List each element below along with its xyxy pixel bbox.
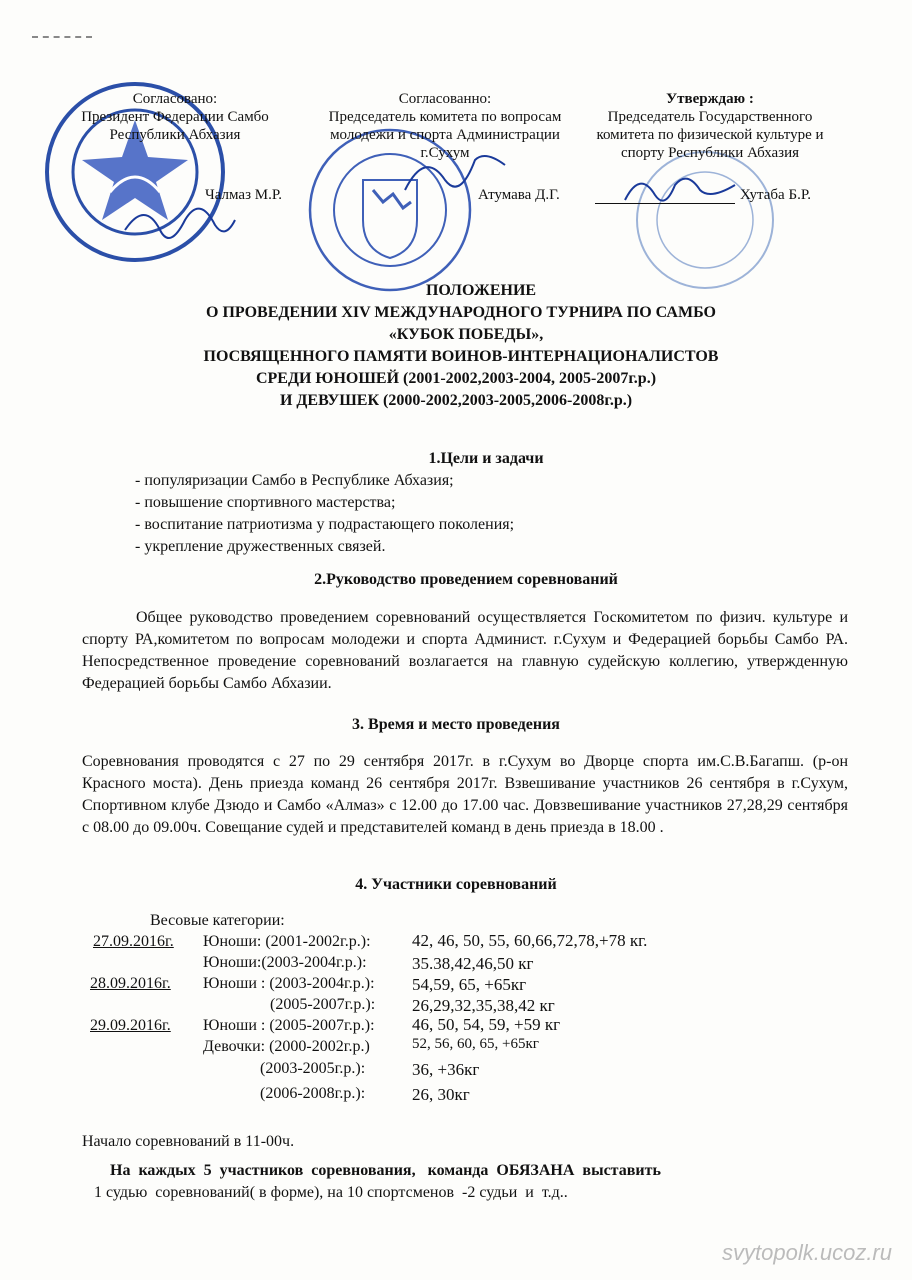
goals-list — [135, 470, 514, 558]
title-line: О ПРОВЕДЕНИИ XIV МЕЖДУНАРОДНОГО ТУРНИРА ПО САМБО — [206, 304, 716, 321]
title-line: И ДЕВУШЕК (2000-2002,2003-2005,2006-2008г.р.) — [279, 392, 633, 409]
title-line: ПОЛОЖЕНИЕ — [425, 282, 537, 299]
list-item: - повышение спортивного мастерства; — [135, 494, 396, 511]
title-line: СРЕДИ ЮНОШЕЙ (2001-2002,2003-2004, 2005-2007г.р.) — [255, 370, 657, 387]
approval-right — [585, 90, 835, 162]
signature-left — [120, 190, 240, 250]
approval-label: Утверждаю : — [666, 91, 754, 107]
signature-right — [620, 165, 740, 210]
weight-group: Юноши : (2003-2004г.р.): — [203, 975, 375, 992]
weight-group: (2003-2005г.р.): — [260, 1060, 366, 1077]
scan-mark — [32, 36, 92, 40]
title-line: ПОСВЯЩЕННОГО ПАМЯТИ ВОИНОВ-ИНТЕРНАЦИОНАЛИСТОВ — [203, 348, 719, 365]
weight-values: 54,59, 65, +65кг — [412, 975, 527, 994]
title-line: «КУБОК ПОБЕДЫ», — [388, 326, 544, 343]
weight-values: 35.38,42,46,50 кг — [412, 954, 534, 973]
approval-position: Президент Федерации Самбо Республики Абхазия — [81, 109, 269, 143]
section-heading: 2.Руководство проведением соревнований — [314, 571, 618, 588]
weight-values: 46, 50, 54, 59, +59 кг — [412, 1015, 561, 1034]
approval-left — [60, 90, 290, 144]
weight-values: 26, 30кг — [412, 1085, 470, 1104]
weight-date: 27.09.2016г. — [93, 933, 174, 950]
section-text — [82, 607, 848, 695]
weight-group: Девочки: (2000-2002г.р.) — [203, 1038, 370, 1055]
weight-values: 36, +36кг — [412, 1060, 480, 1079]
weights-label: Весовые категории: — [150, 912, 285, 929]
judges-requirement-line1: На каждых 5 участников соревнования, команда ОБЯЗАНА выставить — [110, 1162, 661, 1179]
paragraph: Соревнования проводятся с 27 по 29 сентября 2017г. в г.Сухум во Дворце спорта им.С.В.Багапш. (р-он Красного моста). День приезда команд 26 сентября 2017г. Взвешивание участников 26 сентября в г.Сухум, Спортивном клубе Дзюдо и Самбо «Алмаз» с 12.00 до 17.00 час. Довзвешивание участников 27,28,29 сентября с 08.00 до 09.00ч. Совещание судей и представителей команд в день приезда в 18.00 . — [82, 753, 848, 836]
signature-middle — [400, 140, 510, 200]
section-heading: 1.Цели и задачи — [428, 450, 544, 467]
approval-position: Председатель Государственного комитета по физической культуре и спорту Республики Абхазия — [596, 109, 824, 161]
doc-title — [0, 280, 912, 412]
judges-requirement-line2: 1 судью соревнований( в форме), на 10 спортсменов -2 судьи и т.д.. — [94, 1184, 568, 1201]
watermark: svytopolk.ucoz.ru — [722, 1240, 892, 1265]
approval-label: Согласовано: — [132, 91, 218, 107]
weight-values: 42, 46, 50, 55, 60,66,72,78,+78 кг. — [412, 931, 648, 950]
weight-group: (2006-2008г.р.): — [260, 1085, 366, 1102]
weight-group: Юноши : (2005-2007г.р.): — [203, 1017, 375, 1034]
section-heading: 3. Время и место проведения — [352, 716, 560, 733]
approval-name: Атумава Д.Г. — [478, 187, 560, 203]
section-text — [82, 751, 848, 839]
list-item: - популяризации Самбо в Республике Абхазия; — [135, 472, 454, 489]
section-heading: 4. Участники соревнований — [355, 876, 557, 893]
weight-group: Юноши:(2003-2004г.р.): — [203, 954, 367, 971]
paragraph: Общее руководство проведением соревнований осуществляется Госкомитетом по физич. культуре и спорту РА,комитетом по вопросам молодежи и спорта Админист. г.Сухум и Федерацией борьбы Самбо РА. Непосредственное проведение соревнований возлагается на главную судейскую коллегию, утвержденную Федерацией борьбы Самбо Абхазии. — [82, 609, 848, 692]
weight-group: Юноши: (2001-2002г.р.): — [203, 933, 371, 950]
weight-group: (2005-2007г.р.): — [270, 996, 376, 1013]
approval-name: Хутаба Б.Р. — [740, 187, 812, 203]
weight-values: 52, 56, 60, 65, +65кг — [412, 1036, 539, 1052]
weight-date: 28.09.2016г. — [90, 975, 171, 992]
approval-name: Чалмаз М.Р. — [205, 187, 283, 203]
approval-position: Председатель комитета по вопросам молодежи и спорта Администрации г.Сухум — [328, 109, 562, 161]
weight-date: 29.09.2016г. — [90, 1017, 171, 1034]
weight-values: 26,29,32,35,38,42 кг — [412, 996, 555, 1015]
list-item: - укрепление дружественных связей. — [135, 538, 386, 555]
start-time: Начало соревнований в 11-00ч. — [82, 1133, 295, 1150]
approval-label: Согласованно: — [398, 91, 492, 107]
list-item: - воспитание патриотизма у подрастающего поколения; — [135, 516, 515, 533]
